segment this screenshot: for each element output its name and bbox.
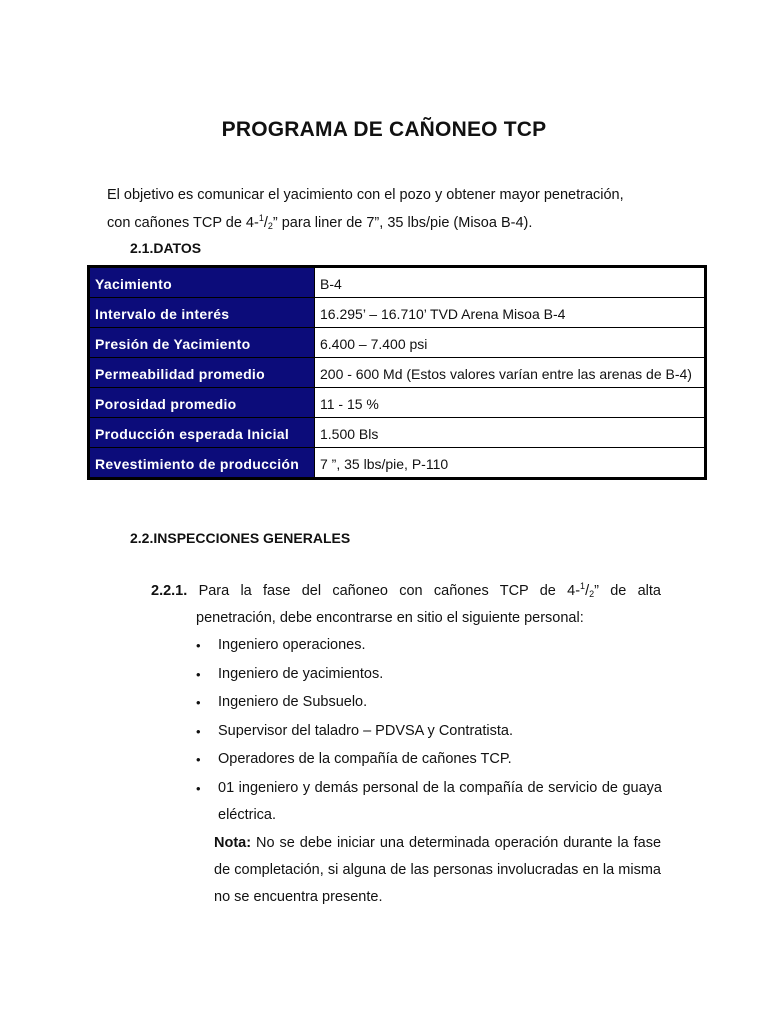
subsection-number: 2.2.1. [151, 583, 188, 599]
section-heading-inspecciones [130, 530, 350, 546]
datos-value-cell: B-4 [315, 267, 706, 298]
datos-key-cell: Presión de Yacimiento [89, 328, 315, 358]
datos-row [89, 358, 706, 388]
subsection-221-line-1: 2.2.1. Para la fase del cañoneo con cañones TCP de $4-^1/_2$” de alta [151, 581, 661, 599]
datos-value-cell: 1.500 Bls [315, 418, 706, 448]
personal-list [192, 632, 662, 829]
list-item-text: Ingeniero de Subsuelo. [218, 694, 368, 711]
datos-value-cell: 11 - 15 % [315, 388, 706, 418]
section-heading-datos [130, 240, 201, 256]
bullet-icon: • [196, 780, 201, 796]
list-item [192, 661, 662, 690]
bullet-icon: • [196, 638, 201, 653]
intro-line-2: con cañones TCP de $4-^1/_2$” para liner de 7”, 35 lbs/pie (Misoa B-4). [107, 213, 533, 231]
datos-row [89, 418, 706, 448]
list-item [192, 775, 662, 829]
intro-paragraph [107, 181, 707, 237]
list-item-text: Ingeniero de yacimientos. [218, 665, 384, 682]
section-label: INSPECCIONES GENERALES [153, 530, 351, 546]
bullet-icon: • [196, 666, 201, 682]
list-item [192, 718, 662, 747]
datos-table [87, 265, 707, 480]
datos-key-cell: Porosidad promedio [89, 388, 315, 418]
section-number: 2.2. [130, 530, 154, 546]
datos-value-cell: 6.400 – 7.400 psi [315, 328, 706, 358]
datos-row [89, 267, 706, 298]
datos-value-cell: 16.295’ – 16.710’ TVD Arena Misoa B-4 [315, 298, 706, 328]
nota-text: No se debe iniciar una determinada operación durante la fase de completación, si alguna de las personas involucradas en la misma no se encuentra presente. [214, 835, 662, 905]
page-title: PROGRAMA DE CAÑONEO TCP [221, 118, 547, 141]
datos-row [89, 388, 706, 418]
section-label: DATOS [153, 240, 202, 256]
datos-key-cell: Producción esperada Inicial [89, 418, 315, 448]
list-item [192, 632, 662, 661]
list-item [192, 746, 662, 775]
list-item-text: 01 ingeniero y demás personal de la compañía de servicio de guaya eléctrica. [218, 779, 662, 823]
datos-key-cell: Permeabilidad promedio [89, 358, 315, 388]
list-item-text: Ingeniero operaciones. [218, 637, 366, 653]
list-item-text: Supervisor del taladro – PDVSA y Contratista. [218, 722, 513, 739]
intro-line-1: El objetivo es comunicar el yacimiento con el pozo y obtener mayor penetración, [107, 187, 624, 203]
nota-paragraph [214, 830, 661, 911]
subsection-221-line-2: penetración, debe encontrarse en sitio el siguiente personal: [196, 610, 584, 626]
datos-key-cell: Yacimiento [89, 267, 315, 298]
datos-key-cell: Revestimiento de producción [89, 448, 315, 479]
section-number: 2.1. [130, 240, 154, 256]
nota-label: Nota: [214, 835, 252, 851]
datos-value-cell: 200 - 600 Md (Estos valores varían entre las arenas de B-4) [315, 358, 706, 388]
bullet-icon: • [196, 752, 201, 768]
datos-row [89, 328, 706, 358]
bullet-icon: • [196, 723, 201, 739]
datos-row [89, 448, 706, 479]
datos-row [89, 298, 706, 328]
datos-value-cell: 7 ”, 35 lbs/pie, P-110 [315, 448, 706, 479]
datos-key-cell: Intervalo de interés [89, 298, 315, 328]
bullet-icon: • [196, 695, 201, 711]
list-item-text: Operadores de la compañía de cañones TCP. [218, 751, 512, 768]
list-item [192, 689, 662, 718]
